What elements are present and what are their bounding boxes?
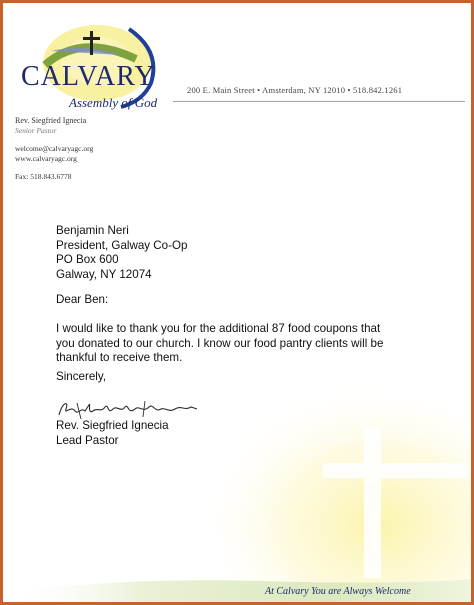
header-divider [173, 101, 465, 102]
header-address: 200 E. Main Street • Amsterdam, NY 12010 • 518.842.1261 [187, 85, 403, 95]
recipient-line: PO Box 600 [56, 253, 119, 267]
salutation: Dear Ben: [56, 293, 109, 306]
contact-block [15, 144, 93, 164]
church-subtitle: Assembly of God [69, 95, 158, 110]
signer-block [56, 419, 169, 448]
recipient-line: Galway, NY 12074 [56, 268, 152, 282]
body-line: you donated to our church. I know our food pantry clients will be [56, 336, 384, 350]
footer-tagline: At Calvary You are Always Welcome [265, 586, 411, 597]
handwritten-signature [57, 397, 207, 421]
body-line: thankful to receive them. [56, 351, 183, 365]
recipient-address [56, 224, 187, 283]
pastor-title: Senior Pastor [15, 126, 57, 135]
closing: Sincerely, [56, 370, 107, 383]
email-link[interactable]: welcome@calvaryagc.org [15, 144, 94, 153]
recipient-line: President, Galway Co-Op [56, 238, 188, 252]
recipient-line: Benjamin Neri [56, 224, 129, 237]
letter-body [56, 322, 456, 366]
fax-number: Fax: 518.843.6778 [15, 172, 72, 181]
background-cross-graphic [203, 383, 474, 605]
pastor-name: Rev. Siegfried Ignecia [15, 116, 87, 125]
church-name: CALVARY [21, 61, 156, 92]
pastor-block [15, 116, 86, 136]
body-line: I would like to thank you for the additional 87 food coupons that [56, 322, 381, 335]
website-link[interactable]: www.calvaryagc.org [15, 154, 77, 163]
signer-name: Rev. Siegfried Ignecia [56, 419, 169, 432]
signer-title: Lead Pastor [56, 433, 119, 447]
church-logo [11, 21, 181, 111]
